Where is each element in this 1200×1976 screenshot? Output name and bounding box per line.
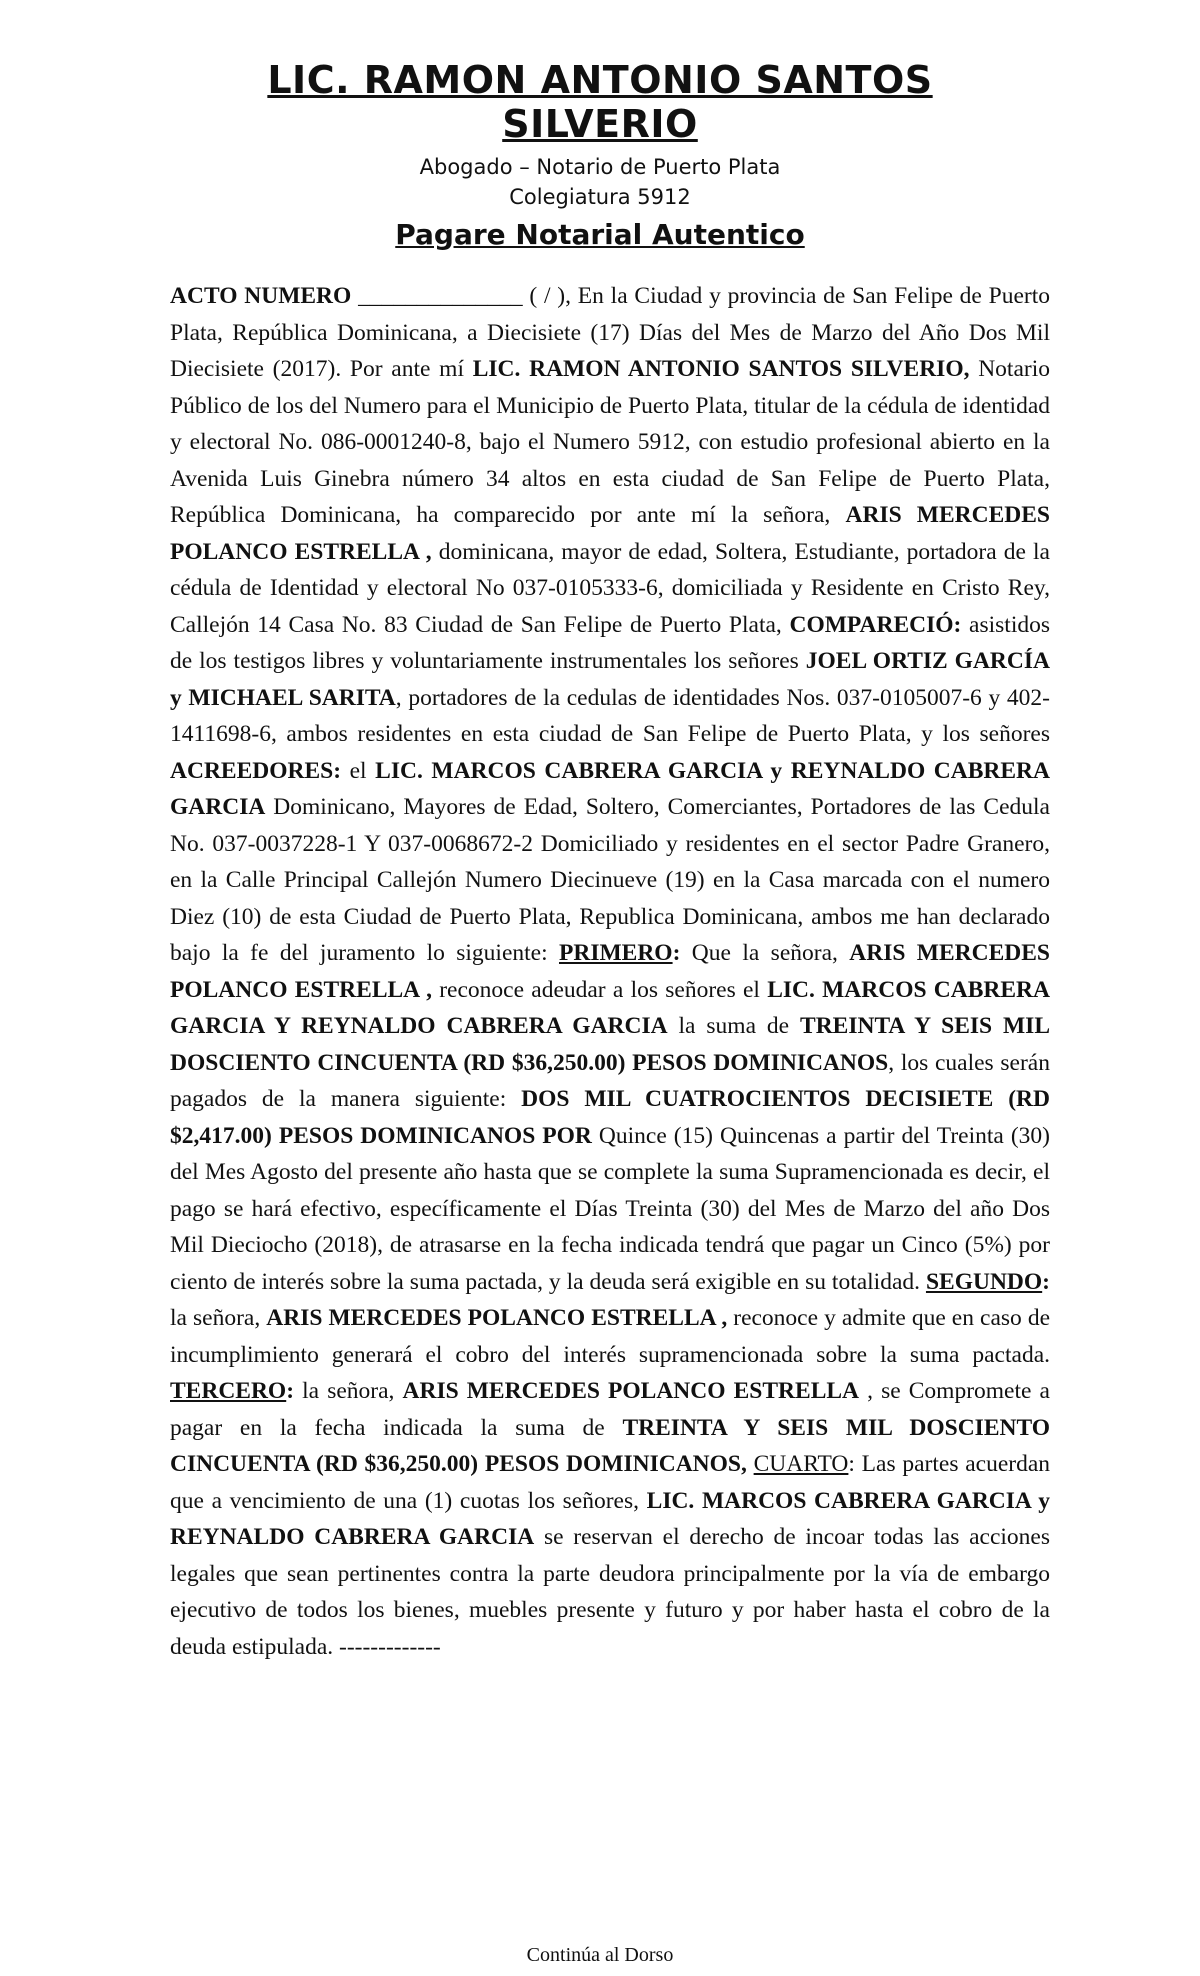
total-amount: TREINTA Y SEIS MIL DOSCIENTO CINCUENTA (RD $36,250.00) PESOS DOMINICANOS, <box>170 1414 1050 1477</box>
body-text-run: reconoce y admite que en caso de incumplimiento generará el cobro del interés supramencionada sobre la suma pactada. <box>170 1305 1050 1368</box>
continue-note: Continúa al Dorso <box>526 1944 674 1966</box>
body-text-run: Dominicano, Mayores de Edad, Soltero, Comerciantes, Portadores de las Cedula No. 037-0037228-1 Y 037-0068672-2 Domiciliado y residentes en el sector Padre Granero, en la Calle Principal Callejón Numero Diecinueve (19) en la Casa marcada con el numero Diez (10) de esta Ciudad de Puerto Plata, Republica Dominicana, ambos me han declarado bajo la fe del juramento lo siguiente: <box>170 794 1050 966</box>
body-text-run: la señora, <box>294 1378 403 1404</box>
notary-registration: Colegiatura 5912 <box>509 185 691 209</box>
document-title: Pagare Notarial Autentico <box>395 218 805 251</box>
debtor-name: ARIS MERCEDES POLANCO ESTRELLA , <box>170 940 1050 1003</box>
notary-name-inline: LIC. RAMON ANTONIO SANTOS SILVERIO, <box>472 356 970 382</box>
body-text-run <box>747 1451 754 1477</box>
body-text-run: la señora, <box>170 1305 267 1331</box>
body-text-run: asistidos de los testigos libres y voluntariamente instrumentales los señores <box>170 611 1050 674</box>
body-text-run: el <box>341 757 376 784</box>
clause-cuarto-label: CUARTO <box>753 1451 849 1477</box>
clause-colon: : <box>672 940 681 966</box>
act-number-label: ACTO NUMERO <box>170 283 352 309</box>
body-text-run: reconoce adeudar a los señores el <box>431 976 768 1003</box>
clause-primero-label: PRIMERO <box>559 940 673 966</box>
body-text-run: la suma de <box>667 1013 801 1039</box>
creditor-names: LIC. MARCOS CABRERA GARCIA Y REYNALDO CABRERA GARCIA <box>170 976 1050 1039</box>
creditor-names: LIC. MARCOS CABRERA GARCIA y REYNALDO CABRERA GARCIA <box>170 1487 1050 1550</box>
body-text-run: : Las partes acuerdan que a vencimiento de una (1) cuotas los señores, <box>170 1451 1051 1514</box>
body-text-run: , portadores de la cedulas de identidades Nos. 037-0105007-6 y 402-1411698-6, ambos residentes en esta ciudad de San Felipe de Puerto Plata, y los señores <box>170 684 1050 747</box>
body-text-run: , los cuales serán pagados de la manera siguiente: <box>170 1049 1050 1112</box>
clause-segundo-label: SEGUNDO <box>925 1268 1043 1295</box>
body-text-run: Quince (15) Quincenas a partir del Treinta (30) del Mes Agosto del presente año hasta que se complete la suma Supramencionada es decir, el pago se hará efectivo, específicamente el Días Treinta (30) del Mes de Marzo del año Dos Mil Dieciocho (2018), de atrasarse en la fecha indicada tendrá que pagar un Cinco (5%) por ciento de interés sobre la suma pactada, y la deuda será exigible en su totalidad. <box>170 1122 1050 1295</box>
total-amount: TREINTA Y SEIS MIL DOSCIENTO CINCUENTA (RD $36,250.00) PESOS DOMINICANOS <box>170 1013 1051 1076</box>
creditors-label: ACREEDORES: <box>170 757 342 784</box>
body-text-run: Notario Público de los del Numero para el Municipio de Puerto Plata, titular de la cédula de identidad y electoral No. 086-0001240-8, bajo el Numero 5912, con estudio profesional abierto en la Avenida Luis Ginebra número 34 altos en esta ciudad de San Felipe de Puerto Plata, República Dominicana, ha comparecido por ante mí la señora, <box>170 356 1050 528</box>
clause-colon: : <box>1042 1268 1050 1295</box>
creditor-names: LIC. MARCOS CABRERA GARCIA y REYNALDO CABRERA GARCIA <box>170 757 1050 820</box>
witness-names: JOEL ORTIZ GARCÍA y MICHAEL SARITA <box>170 648 1050 711</box>
letterhead <box>0 58 1200 254</box>
body-text-run: dominicana, mayor de edad, Soltera, Estudiante, portadora de la cédula de Identidad y electoral No 037-0105333-6, domiciliada y Residente en Cristo Rey, Callejón 14 Casa No. 83 Ciudad de San Felipe de Puerto Plata, <box>170 538 1050 638</box>
notary-name: LIC. RAMON ANTONIO SANTOS SILVERIO <box>267 58 933 146</box>
debtor-name: ARIS MERCEDES POLANCO ESTRELLA , <box>266 1305 728 1331</box>
body-text-run: se reservan el derecho de incoar todas las acciones legales que sean pertinentes contra la parte deudora principalmente por la vía de embargo ejecutivo de todos los bienes, muebles presente y futuro y por haber hasta el cobro de la deuda estipulada. ------------- <box>170 1524 1050 1660</box>
body-text-run: Que la señora, <box>680 940 850 966</box>
debtor-name: ARIS MERCEDES POLANCO ESTRELLA , <box>170 502 1050 565</box>
document-body <box>170 278 1050 1665</box>
clause-tercero-label: TERCERO <box>170 1378 287 1404</box>
debtor-name: ARIS MERCEDES POLANCO ESTRELLA <box>402 1378 860 1404</box>
body-text-run: ______________ ( / ), En la Ciudad y provincia de San Felipe de Puerto Plata, República Dominicana, a Diecisiete (17) Días del Mes de Marzo del Año Dos Mil Diecisiete (2017). Por ante mí <box>170 283 1050 382</box>
clause-colon: : <box>286 1378 295 1404</box>
body-text-run: , se Compromete a pagar en la fecha indicada la suma de <box>170 1378 1050 1441</box>
installment-amount: DOS MIL CUATROCIENTOS DECISIETE (RD $2,417.00) PESOS DOMINICANOS POR <box>170 1086 1050 1149</box>
comparecio-label: COMPARECIÓ: <box>789 611 962 638</box>
notary-profession: Abogado – Notario de Puerto Plata <box>419 155 781 179</box>
